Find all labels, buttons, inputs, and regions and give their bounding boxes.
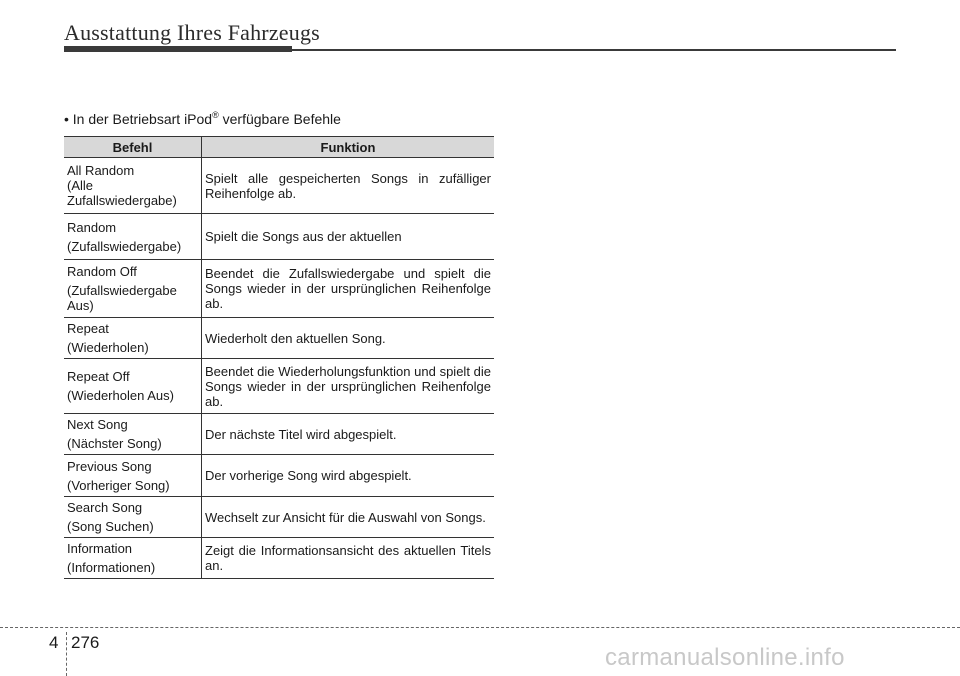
function-cell: Der vorherige Song wird abgespielt. bbox=[202, 455, 495, 497]
intro-suffix: verfügbare Befehle bbox=[218, 111, 341, 127]
command-name: Repeat bbox=[67, 321, 109, 336]
command-translation: (Vorheriger Song) bbox=[67, 477, 170, 493]
command-cell bbox=[64, 538, 202, 579]
command-name: Random Off bbox=[67, 264, 137, 279]
function-cell: Wiederholt den aktuellen Song. bbox=[202, 318, 495, 359]
table-row bbox=[64, 538, 494, 579]
command-cell bbox=[64, 414, 202, 455]
command-translation: (Nächster Song) bbox=[67, 436, 162, 451]
command-cell bbox=[64, 359, 202, 414]
command-translation: (Wiederholen) bbox=[67, 340, 149, 355]
table-row bbox=[64, 318, 494, 359]
page-number: 276 bbox=[71, 633, 100, 652]
function-cell: Beendet die Zufallswiedergabe und spielt die Songs wieder in der ursprünglichen Reihenfolge ab. bbox=[202, 260, 495, 318]
function-cell: Wechselt zur Ansicht für die Auswahl von Songs. bbox=[202, 497, 495, 538]
command-translation: (Zufallswiedergabe) bbox=[67, 238, 182, 254]
command-name: Random bbox=[67, 219, 117, 235]
command-name: Next Song bbox=[67, 417, 128, 432]
header-befehl: Befehl bbox=[64, 137, 202, 158]
ipod-commands-table bbox=[64, 136, 494, 579]
table-header-row bbox=[64, 137, 494, 158]
table-row bbox=[64, 455, 494, 497]
function-cell: Beendet die Wiederholungsfunktion und spielt die Songs wieder in der ursprünglichen Reihenfolge ab. bbox=[202, 359, 495, 414]
command-name: All Random bbox=[67, 163, 135, 178]
command-cell bbox=[64, 497, 202, 538]
command-cell bbox=[64, 318, 202, 359]
function-cell: Spielt alle gespeicherten Songs in zufälliger Reihenfolge ab. bbox=[202, 158, 495, 214]
bullet: • bbox=[64, 111, 69, 127]
registered-mark: ® bbox=[212, 110, 219, 120]
command-cell bbox=[64, 158, 202, 214]
function-cell: Spielt die Songs aus der aktuellen bbox=[202, 214, 495, 260]
function-cell: Der nächste Titel wird abgespielt. bbox=[202, 414, 495, 455]
command-cell bbox=[64, 455, 202, 497]
command-name: Search Song bbox=[67, 500, 143, 515]
table-row bbox=[64, 497, 494, 538]
command-cell bbox=[64, 260, 202, 318]
watermark: carmanualsonline.info bbox=[605, 644, 845, 671]
table-row bbox=[64, 260, 494, 318]
table-row bbox=[64, 214, 494, 260]
chapter-number: 4 bbox=[49, 633, 59, 652]
footer-dashed-divider bbox=[66, 632, 67, 676]
table-row bbox=[64, 414, 494, 455]
command-name: Information bbox=[67, 541, 133, 556]
command-cell bbox=[64, 214, 202, 260]
command-translation: (Informationen) bbox=[67, 560, 156, 575]
table-row bbox=[64, 158, 494, 214]
header-funktion: Funktion bbox=[202, 137, 495, 158]
command-name: Repeat Off bbox=[67, 369, 130, 384]
command-name: Previous Song bbox=[67, 458, 152, 474]
table-row bbox=[64, 359, 494, 414]
header-rule-thin bbox=[292, 49, 896, 51]
header-rule-thick bbox=[64, 46, 292, 52]
command-translation: (Alle Zufallswiedergabe) bbox=[67, 178, 177, 208]
command-translation: (Wiederholen Aus) bbox=[67, 388, 174, 403]
function-cell: Zeigt die Informationsansicht des aktuellen Titels an. bbox=[202, 538, 495, 579]
footer-dashed-rule bbox=[0, 627, 960, 628]
page-header-title: Ausstattung Ihres Fahrzeugs bbox=[64, 20, 320, 45]
command-translation: (Zufallswiedergabe Aus) bbox=[67, 283, 177, 313]
command-translation: (Song Suchen) bbox=[67, 519, 154, 534]
intro-line bbox=[64, 110, 341, 127]
intro-prefix: In der Betriebsart iPod bbox=[72, 111, 213, 127]
